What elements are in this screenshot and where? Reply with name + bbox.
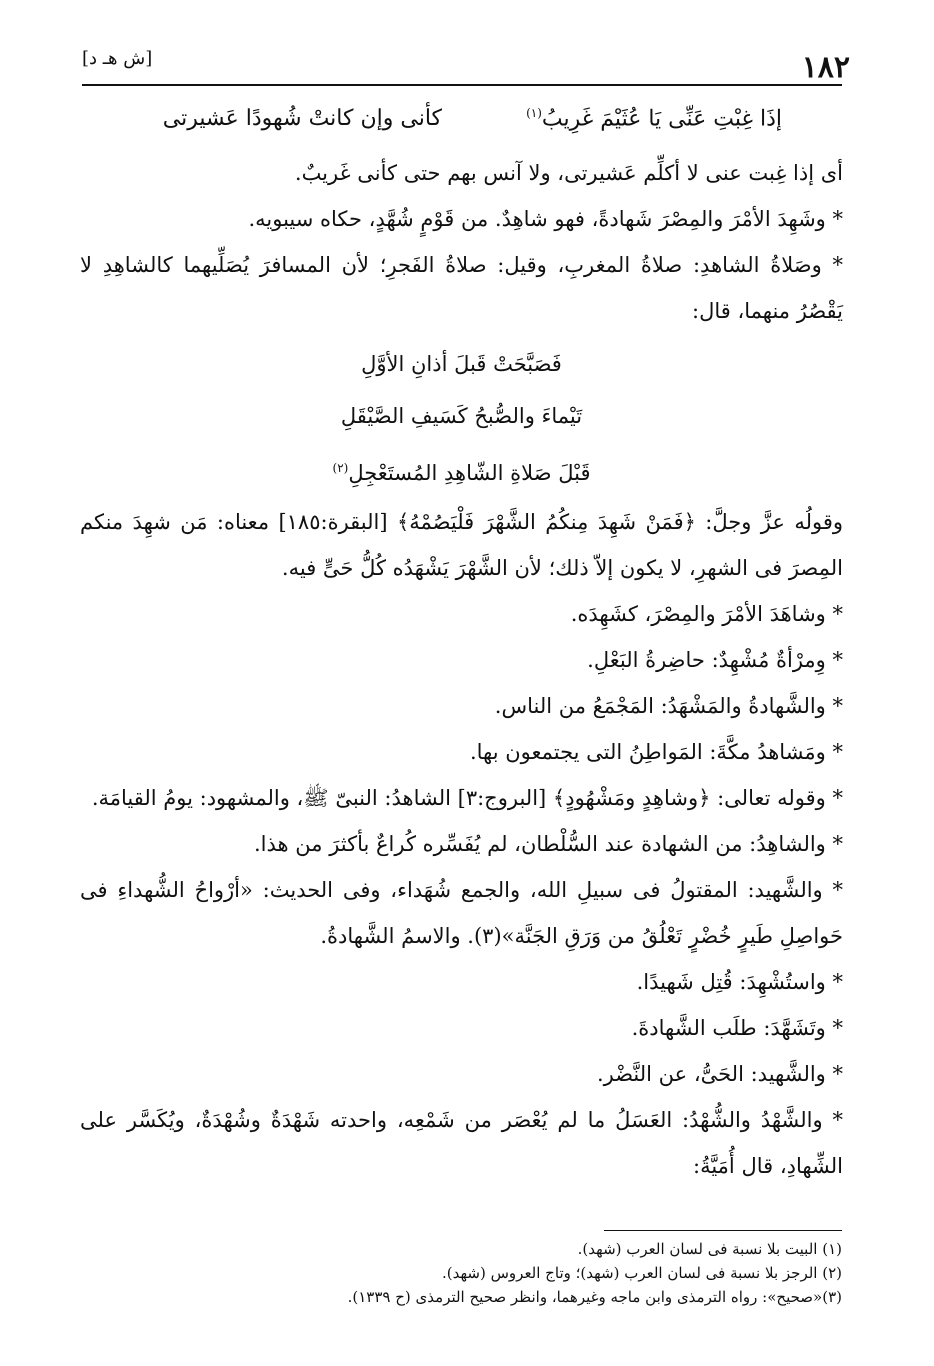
footnote-2: (٢) الرجز بلا نسبة فى لسان العرب (شهد)؛ وتاج العروس (شهد). (442, 1264, 842, 1282)
page-body (80, 150, 843, 1189)
rajaz-line-3: قَبْلَ صَلاةِ الشّاهِدِ المُستَعْجِلِ$^{(٢)}$ (332, 461, 591, 485)
paragraph: * ومَشاهدُ مكَّةَ: المَواطِنُ التى يجتمعون بها. (469, 740, 843, 764)
header-rule (82, 84, 842, 86)
footnote-ref-2: (٢) (332, 461, 349, 475)
paragraph: * والشَّهيد: الحَىُّ، عن النَّضْر. (596, 1062, 843, 1086)
paragraph: * وقوله تعالى: ﴿وشاهِدٍ ومَشْهُودٍ﴾ [البروج:٣] الشاهدُ: النبىّ ﷺ، والمشهود: يومُ القيامَة. (91, 786, 843, 810)
page-number: ١٨٢ (801, 50, 850, 85)
verse-hemistich-left: كأنى وإن كانتْ شُهودًا عَشيرتى (162, 106, 442, 131)
paragraph: * والشَّهْدُ والشُّهْدُ: العَسَلُ ما لم يُعْصَر من شَمْعِه، واحدته شَهْدَةٌ وشُهْدَةٌ، ويُكَسَّر على الشِّهادِ، قال أُمَيَّةُ: (80, 1108, 843, 1178)
running-head-root: [ش هـ د] (82, 48, 153, 69)
footnote-1: (١) البيت بلا نسبة فى لسان العرب (شهد). (577, 1240, 842, 1258)
paragraph: * وشَهِدَ الأمْرَ والمِصْرَ شَهادةً، فهو شاهِدٌ. من قَوْمٍ شُهَّدٍ، حكاه سيبويه. (248, 207, 843, 231)
rajaz-line-1: فَصَبَّحَتْ قَبلَ أذانِ الأوَّلِ (361, 352, 562, 376)
paragraph: * وصَلاةُ الشاهدِ: صلاةُ المغربِ، وقيل: صلاةُ الفَجرِ؛ لأن المسافرَ يُصَلِّيهما كالشاهِدِ لا يَقْصُرُ منهما، قال: (80, 253, 843, 323)
paragraph: * وتَشَهَّدَ: طلَب الشَّهادةَ. (631, 1016, 843, 1040)
paragraph: أى إذا غِبت عنى لا أكلِّم عَشيرتى، ولا آنس بهم حتى كأنى غَريبٌ. (294, 161, 843, 185)
paragraph: * وشاهَدَ الأمْرَ والمِصْرَ، كشَهِدَه. (570, 602, 843, 626)
footnote-3: (٣)«صحيح»: رواه الترمذى وابن ماجه وغيرهما، وانظر صحيح الترمذى (ح ١٣٣٩). (347, 1288, 842, 1306)
rajaz-line-2: تَيْماءَ والصُّبحُ كَسَيفِ الصَّيْقَلِ (340, 404, 583, 428)
paragraph: * وِمرْأةٌ مُشْهِدٌ: حاضِرةُ البَعْلِ. (587, 648, 843, 672)
paragraph: * والشَّهيد: المقتولُ فى سبيلِ الله، والجمع شُهَداء، وفى الحديث: «أرْواحُ الشُّهداءِ فى حَواصِلِ طَيرٍ خُضْرٍ تَعْلُقُ من وَرَقِ الجَنَّة»(٣). والاسمُ الشَّهادةُ. (80, 878, 843, 948)
paragraph: * والشاهِدُ: من الشهادة عند السُّلْطان، لم يُفَسِّره كُراعٌ بأكثرَ من هذا. (254, 832, 843, 856)
paragraph: وقولُه عزَّ وجلَّ: ﴿فَمَنْ شَهِدَ مِنكُمُ الشَّهْرَ فَلْيَصُمْهُ﴾ [البقرة:١٨٥] معناه: مَن شهِدَ منكم المِصرَ فى الشهرِ، لا يكون إلاّ ذلك؛ لأن الشَّهْرَ يَشْهَدُه كُلُّ حَىٍّ فيه. (80, 510, 843, 580)
paragraph: * والشَّهادةُ والمَشْهَدُ: المَجْمَعُ من الناس. (494, 694, 843, 718)
footnote-ref-1: (١) (526, 106, 542, 120)
rajaz-poem (80, 338, 843, 499)
footnote-rule (604, 1230, 842, 1231)
verse-hemistich-right: إذَا غِبْتِ عَنِّى يَا عُثَيْمَ غَرِيبُ$^{(١)}$ (526, 106, 782, 132)
footnotes (122, 1237, 842, 1309)
opening-verse (82, 106, 842, 146)
paragraph: * واستُشْهِدَ: قُتِل شَهيدًا. (636, 970, 843, 994)
